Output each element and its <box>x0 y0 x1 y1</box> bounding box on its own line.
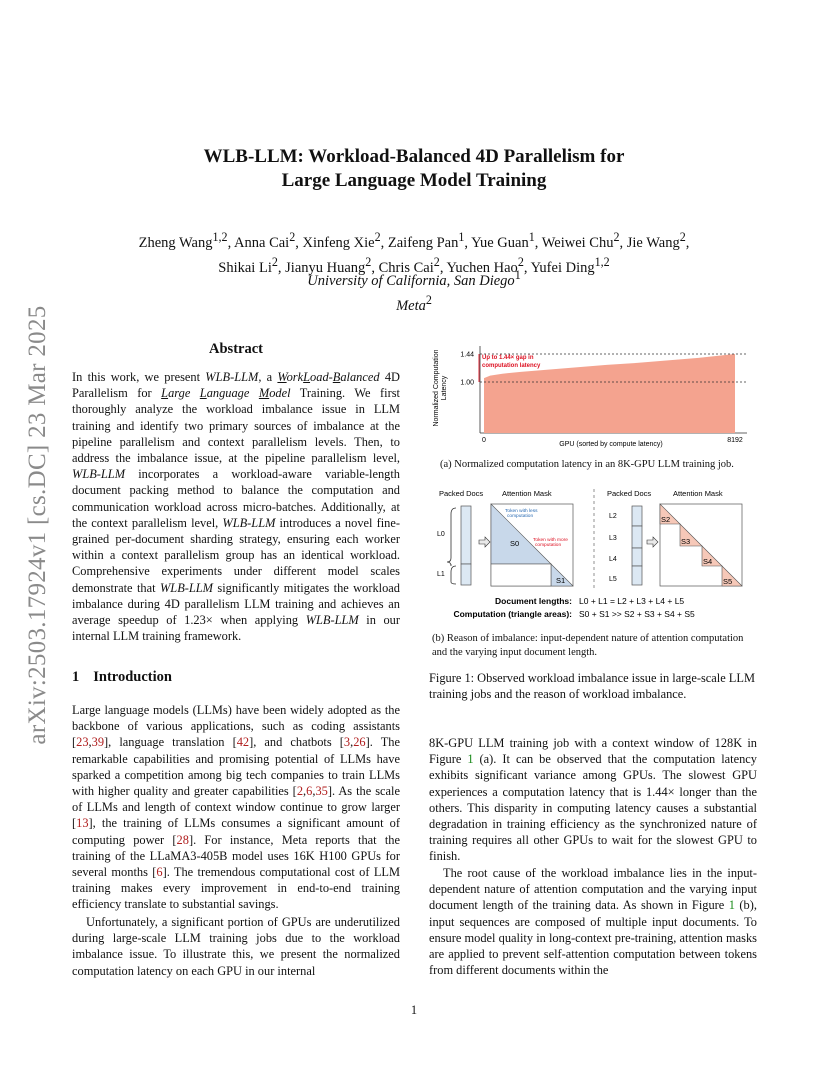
figure-1a-caption: (a) Normalized computation latency in an 8K-GPU LLM training job. <box>440 459 734 470</box>
abstract-heading: Abstract <box>209 341 263 357</box>
figure-1-caption: Figure 1: Observed workload imbalance issue in large-scale LLM training jobs and the reason of workload imbalance. <box>429 671 755 702</box>
chart-ylabel-line1: Normalized Computation <box>433 349 440 427</box>
doc-block-l2 <box>632 506 642 526</box>
chart-xtick-end: 8192 <box>727 437 743 444</box>
figure-1b-caption: (b) Reason of imbalance: input-dependent nature of attention computation and the varying input document length. <box>432 633 744 658</box>
brace-l1 <box>451 566 456 584</box>
note-less-computation-line2: computation <box>507 514 534 519</box>
brace-l0 <box>447 508 456 566</box>
arrow-right-icon <box>647 537 658 547</box>
attention-mask-label-right: Attention Mask <box>673 489 723 498</box>
doc-block-l0 <box>461 506 471 564</box>
masked-region <box>491 564 551 586</box>
chart-xtick-start: 0 <box>482 437 486 444</box>
chart-ylabel-line2: Latency <box>441 375 448 401</box>
authors-line-2: Shikai Li$^2$, Jianyu Huang$^2$, Chris Cai$^2$, Yuchen Hao$^2$, Yufei Ding$^{1,2}$ <box>218 254 610 276</box>
chart-annotation-line2: computation latency <box>482 363 541 369</box>
doc-label-l4: L4 <box>609 556 617 563</box>
doc-label-l5: L5 <box>609 576 617 583</box>
computation-equation: S0 + S1 >> S2 + S3 + S4 + S5 <box>579 609 695 619</box>
intro-paragraph-2: Unfortunately, a significant portion of GPUs are underutilized during large-scale LLM training jobs due to the workload imbalance issue. To illustrate this, we present the normalized computation latency on each GPU in our internal <box>72 915 400 978</box>
chart-xlabel: GPU (sorted by compute latency) <box>559 441 663 448</box>
affiliations: University of California, San Diego$^1$ Meta$^2$ <box>307 268 521 314</box>
doc-block-l3 <box>632 526 642 548</box>
doc-label-l3: L3 <box>609 535 617 542</box>
block-label-s5: S5 <box>723 577 733 586</box>
doc-block-l4 <box>632 548 642 566</box>
packed-docs-label-right: Packed Docs <box>607 489 652 498</box>
block-label-s4: S4 <box>703 557 713 566</box>
attention-mask-label-left: Attention Mask <box>502 489 552 498</box>
arrow-right-icon <box>479 537 490 547</box>
intro-paragraph-3: 8K-GPU LLM training job with a context window of 128K in Figure 1 (a). It can be observed that the computation latency exhibits significant variance among GPUs. The slowest GPU experiences a computation latency that is 1.44× longer than the others. This disparity in computing latency causes a substantial degradation in training efficiency as the synchronized nature of training requires all other GPUs to wait for the slowest GPU to finish. <box>429 736 757 864</box>
doc-lengths-label: Document lengths: <box>495 596 572 606</box>
doc-label-l0: L0 <box>437 531 445 538</box>
packed-docs-label-left: Packed Docs <box>439 489 484 498</box>
doc-block-l5 <box>632 566 642 585</box>
intro-paragraph-1: Large language models (LLMs) have been widely adopted as the backbone of various applications, such as coding assistants [23,39], language translation [42], and chatbots [3,26]. The remarkable capabilities and promising potential of LLMs have sparked a competition among big tech companies to train LLMs with higher quality and greater capabilities [2,6,35]. As the scale of LLMs and length of context window continue to grow larger [13], the training of LLMs consumes a significant amount of computing power [28]. For instance, Meta reports that the training of the LLaMA3-405B model uses 16K H100 GPUs for several months [6]. The tremendous computational cost of LLM training makes every improvement in end-to-end training efficiency translate to substantial savings. <box>72 703 400 912</box>
doc-label-l2: L2 <box>609 513 617 520</box>
intro-paragraph-4: The root cause of the workload imbalance lies in the input-dependent nature of attention computation and the varying input document length of the training data. As shown in Figure 1 (b), input sequences are composed of multiple input documents. To ensure model quality in long-context pre-training, attention masks are applied to prevent self-attention computation between tokens from different documents within the <box>429 866 757 978</box>
doc-lengths-equation: L0 + L1 = L2 + L3 + L4 + L5 <box>579 596 685 606</box>
authors-line-1: Zheng Wang$^{1,2}$, Anna Cai$^2$, Xinfeng Xie$^2$, Zaifeng Pan$^1$, Yue Guan$^1$, Weiwei Chu$^2$, Jie Wang$^2$, <box>138 230 690 251</box>
block-label-s3: S3 <box>681 537 691 546</box>
abstract-text: In this work, we present WLB-LLM, a WorkLoad-Balanced 4D Parallelism for Large Language Model Training. We first thoroughly analyze the workload imbalance issue in LLM training and identify two primary sources of imbalance at the pipeline parallelism and context parallelism levels. Then, to address the imbalance issue, at the pipeline parallelism level, WLB-LLM incorporates a workload-aware variable-length document packing method to balance the computation and communication workload across micro-batches. Additionally, at the context parallelism level, WLB-LLM introduces a novel fine-grained per-document sharding strategy, ensuring each worker within a context parallelism group has an identical workload. Comprehensive experiments under different model scales demonstrate that WLB-LLM significantly mitigates the workload imbalance during 4D parallelism LLM training and achieves an average speedup of 1.23× when applying WLB-LLM in our internal LLM training framework. <box>72 370 400 644</box>
section-heading-introduction: 1 Introduction <box>72 669 172 685</box>
arxiv-sidebar-id: arXiv:2503.17924v1 [cs.DC] 23 Mar 2025 <box>24 305 51 745</box>
chart-ytick-base: 1.00 <box>460 379 474 387</box>
note-more-computation-line2: computation <box>535 543 562 548</box>
paper-title: WLB-LLM: Workload-Balanced 4D Parallelism for Large Language Model Training <box>203 146 625 191</box>
block-label-s2: S2 <box>661 515 671 524</box>
figure-1b-diagram <box>429 484 759 624</box>
chart-annotation-line1: Up to 1.44× gap in <box>482 355 534 361</box>
block-label-s1: S1 <box>556 576 566 585</box>
chart-ytick-max: 1.44 <box>460 351 474 359</box>
page-number: 1 <box>410 1003 418 1017</box>
block-label-s0: S0 <box>510 539 520 548</box>
note-more-computation-line1: Token with more <box>533 538 568 543</box>
note-less-computation-line1: Token with less <box>505 509 538 514</box>
figure-1a-chart <box>429 340 759 452</box>
doc-block-l1 <box>461 564 471 585</box>
doc-label-l1: L1 <box>437 571 445 578</box>
computation-label: Computation (triangle areas): <box>453 609 572 619</box>
